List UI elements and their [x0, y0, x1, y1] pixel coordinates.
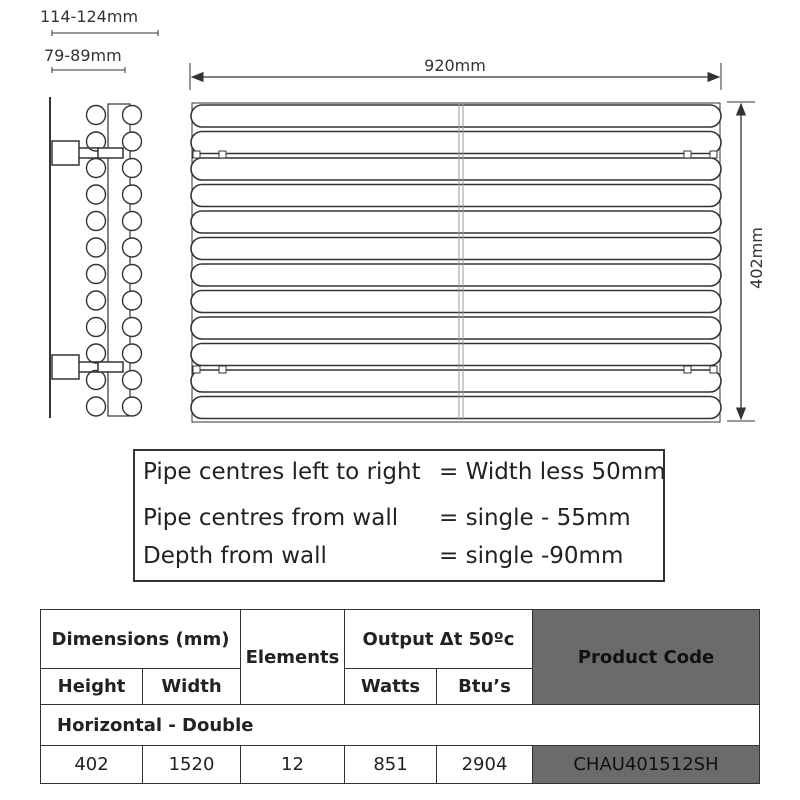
tube-section [87, 238, 106, 257]
tube-section [87, 344, 106, 363]
tube-section [123, 185, 142, 204]
tube [191, 264, 721, 286]
elements-header: Elements [241, 610, 345, 705]
front-view [190, 56, 766, 422]
watts-cell: 851 [345, 746, 437, 784]
side-view [50, 97, 142, 418]
btus-cell: 2904 [437, 746, 533, 784]
tube-section [123, 132, 142, 151]
tube-section [87, 371, 106, 390]
section-heading: Horizontal - Double [41, 705, 760, 746]
height-cell: 402 [41, 746, 143, 784]
tube-section [123, 344, 142, 363]
tube-section [123, 238, 142, 257]
tube [191, 211, 721, 233]
spec-row [135, 459, 666, 497]
tube-section [87, 212, 106, 231]
tube-section [87, 265, 106, 284]
spec-label: Pipe centres from wall [143, 505, 399, 531]
height-label: 402mm [747, 227, 766, 289]
spec-value: = single - 55mm [439, 505, 631, 531]
tube-section [123, 106, 142, 125]
tube-section [123, 371, 142, 390]
tube-section [123, 212, 142, 231]
spec-row [135, 505, 663, 543]
depth-inner-label: 79-89mm [44, 46, 122, 65]
dimensions-header: Dimensions (mm) [41, 610, 241, 669]
tube-section [123, 397, 142, 416]
spec-value: = Width less 50mm [439, 459, 666, 485]
tube-section [87, 185, 106, 204]
tube-section [87, 291, 106, 310]
front-tubes [191, 105, 721, 419]
tube-section [123, 291, 142, 310]
tube [191, 317, 721, 339]
tube-section [123, 318, 142, 337]
tube-section [123, 265, 142, 284]
width-label: 920mm [424, 56, 486, 75]
width-cell: 1520 [143, 746, 241, 784]
spec-label: Depth from wall [143, 543, 327, 569]
product-code-header: Product Code [533, 610, 760, 705]
tube [191, 132, 721, 154]
tube [191, 158, 721, 180]
tube-section [87, 106, 106, 125]
product-table [40, 609, 760, 784]
btus-header: Btu’s [437, 669, 533, 705]
spec-row [135, 543, 663, 581]
tube [191, 397, 721, 419]
pipe-spec-box [133, 449, 665, 582]
spec-label: Pipe centres left to right [143, 459, 421, 485]
output-header: Output Δt 50ºc [345, 610, 533, 669]
tube [191, 185, 721, 207]
tube-section [123, 159, 142, 178]
tube-section [87, 159, 106, 178]
tube [191, 238, 721, 260]
watts-header: Watts [345, 669, 437, 705]
tube [191, 105, 721, 127]
tube [191, 344, 721, 366]
depth-outer-label: 114-124mm [40, 7, 139, 26]
product-code-cell: CHAU401512SH [533, 746, 760, 784]
table-row [41, 746, 760, 784]
tube-section [87, 397, 106, 416]
tube-section [87, 318, 106, 337]
tube [191, 291, 721, 313]
tube [191, 370, 721, 392]
elements-cell: 12 [241, 746, 345, 784]
height-header: Height [41, 669, 143, 705]
spec-value: = single -90mm [439, 543, 624, 569]
width-header: Width [143, 669, 241, 705]
